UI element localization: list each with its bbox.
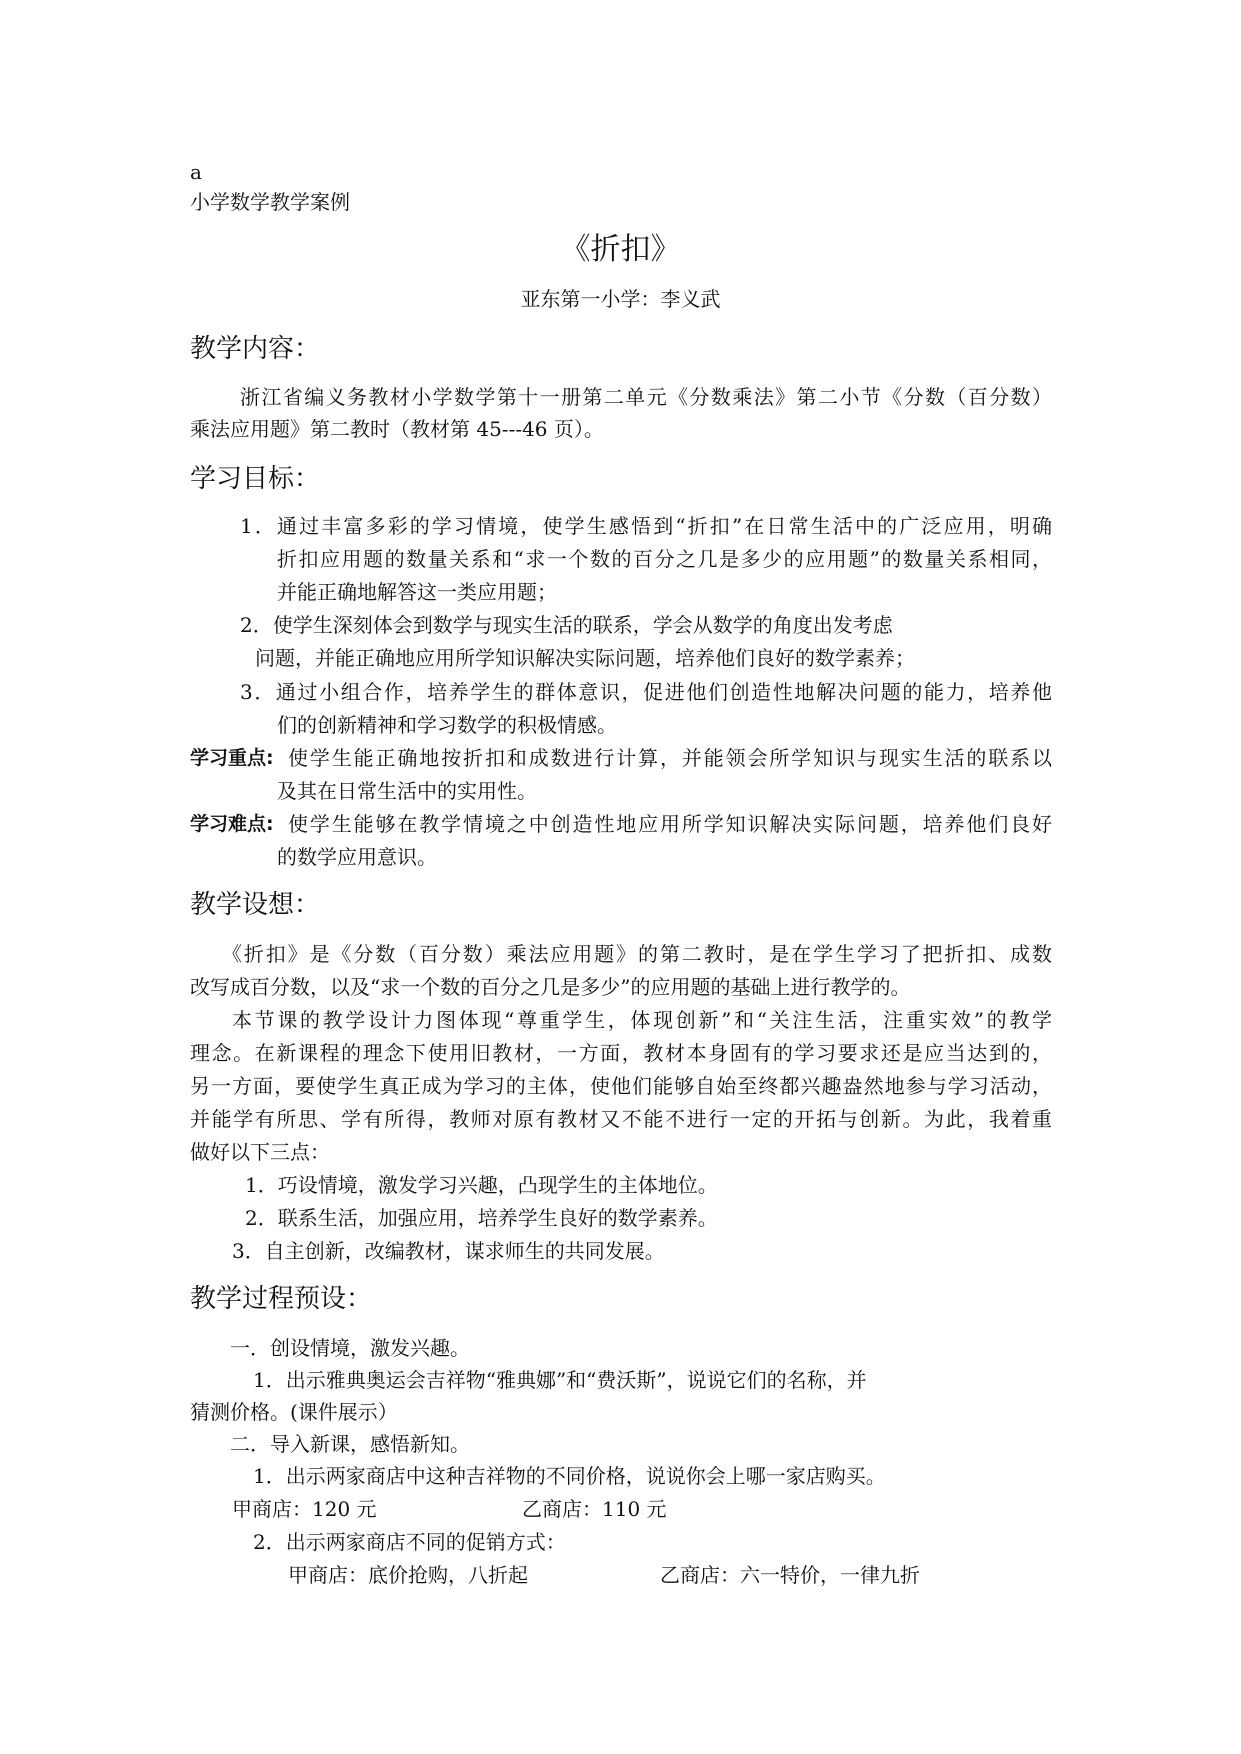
goal-2-line-2: 问题，并能正确地应用所学知识解决实际问题，培养他们良好的数学素养； [255,646,915,670]
goal-1-line-1: 1．通过丰富多彩的学习情境，使学生感悟到“折扣”在日常生活中的广泛应用，明确 [240,514,1052,538]
shop-b-promo: 乙商店：六一特价，一律九折 [660,1563,920,1587]
goal-2-line-1: 2．使学生深刻体会到数学与现实生活的联系，学会从数学的角度出发考虑 [240,613,893,637]
idea-point-2: 2．联系生活，加强应用，培养学生良好的数学素养。 [245,1206,718,1230]
goal-3-line-1: 3．通过小组合作，培养学生的群体意识，促进他们创造性地解决问题的能力，培养他 [240,680,1052,704]
header-letter: a [190,160,202,184]
difficulty-line-2: 的数学应用意识。 [277,845,437,869]
document-title: 《折扣》 [560,232,681,267]
shop-b-price: 乙商店：110 元 [522,1497,667,1521]
document-category: 小学数学教学案例 [190,190,350,214]
idea-p1-line-1: 《折扣》是《分数（百分数）乘法应用题》的第二教时，是在学生学习了把折扣、成数 [222,942,1052,966]
key-point-line-2: 及其在日常生活中的实用性。 [277,779,537,803]
document-author: 亚东第一小学：李义武 [520,287,721,311]
section-heading-idea: 教学设想： [190,890,321,920]
section-heading-content: 教学内容： [190,334,321,364]
key-point-label: 学习重点: [190,747,274,769]
goal-1-line-3: 并能正确地解答这一类应用题； [277,580,557,604]
difficulty-line-1: 使学生能够在教学情境之中创造性地应用所学知识解决实际问题，培养他们良好 [288,812,1052,836]
shop-a-price: 甲商店：120 元 [232,1497,377,1521]
process-step-1: 一．创设情境，激发兴趣。 [230,1336,470,1360]
key-point-line-1: 使学生能正确地按折扣和成数进行计算，并能领会所学知识与现实生活的联系以 [288,746,1052,770]
process-step-2-item-1: 1．出示两家商店中这种吉祥物的不同价格，说说你会上哪一家店购买。 [253,1464,886,1488]
idea-point-3: 3．自主创新，改编教材，谋求师生的共同发展。 [232,1239,665,1263]
section-heading-goals: 学习目标： [190,464,321,494]
goal-1-line-2: 折扣应用题的数量关系和“求一个数的百分之几是多少的应用题”的数量关系相同， [277,547,1052,571]
idea-p2-line-5: 做好以下三点： [190,1140,330,1164]
goal-3-line-2: 们的创新精神和学习数学的积极情感。 [277,713,617,737]
content-line-2: 乘法应用题》第二教时（教材第 45---46 页）。 [190,417,604,441]
idea-p2-line-4: 并能学有所思、学有所得，教师对原有教材又不能不进行一定的开拓与创新。为此，我着重 [190,1107,1052,1131]
difficulty-label: 学习难点: [190,813,274,835]
shop-a-promo: 甲商店：底价抢购，八折起 [288,1563,528,1587]
section-heading-process: 教学过程预设： [190,1284,373,1314]
process-step-1-item-1-line-2: 猜测价格。(课件展示） [190,1400,398,1424]
idea-p2-line-3: 另一方面，要使学生真正成为学习的主体，使他们能够自始至终都兴趣盎然地参与学习活动， [190,1074,1052,1098]
idea-p2-line-2: 理念。在新课程的理念下使用旧教材，一方面，教材本身固有的学习要求还是应当达到的， [190,1041,1052,1065]
idea-p2-line-1: 本节课的教学设计力图体现“尊重学生，体现创新”和“关注生活，注重实效”的教学 [232,1008,1052,1032]
process-step-1-item-1-line-1: 1．出示雅典奥运会吉祥物“雅典娜”和“费沃斯”，说说它们的名称，并 [253,1368,867,1392]
content-line-1: 浙江省编义务教材小学数学第十一册第二单元《分数乘法》第二小节《分数（百分数） [240,385,1052,409]
process-step-2: 二．导入新课，感悟新知。 [230,1432,470,1456]
process-step-2-item-2: 2．出示两家商店不同的促销方式： [253,1530,566,1554]
idea-p1-line-2: 改写成百分数，以及“求一个数的百分之几是多少”的应用题的基础上进行教学的。 [190,975,911,999]
idea-point-1: 1．巧设情境，激发学习兴趣，凸现学生的主体地位。 [245,1173,718,1197]
